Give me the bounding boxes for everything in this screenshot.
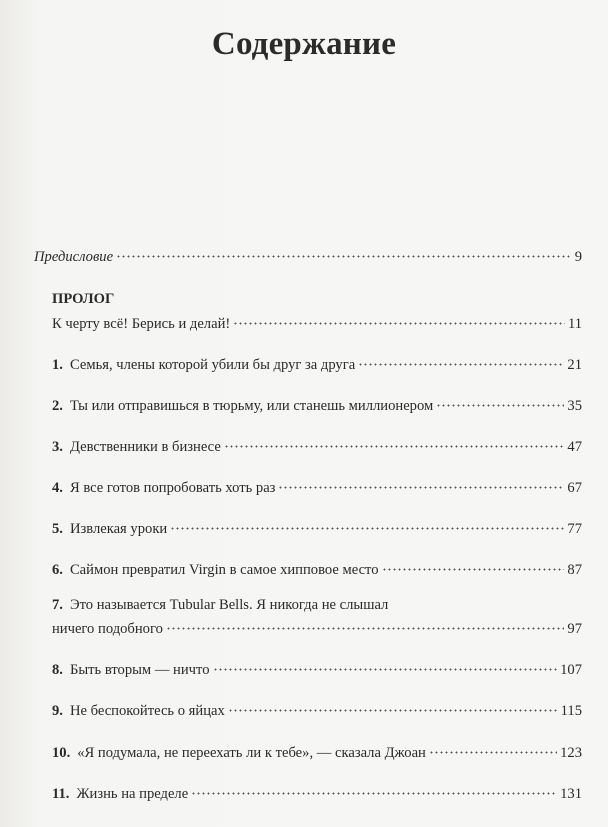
toc-entry-page: 131 bbox=[560, 786, 582, 802]
dot-leader bbox=[224, 431, 565, 451]
toc-entry-title-continued: ничего подобного bbox=[52, 621, 163, 637]
toc-entry-chapter-3 bbox=[52, 431, 582, 455]
toc-entry-chapter-2 bbox=[52, 390, 582, 414]
toc-entry-page: 67 bbox=[567, 480, 582, 496]
toc-entry-chapter-7-line-1 bbox=[52, 595, 582, 615]
dot-leader bbox=[213, 654, 558, 674]
page-title: Содержание bbox=[211, 26, 397, 62]
toc-entry-page: 47 bbox=[567, 439, 582, 455]
dot-leader bbox=[233, 308, 565, 328]
dot-leader bbox=[382, 554, 565, 574]
toc-entry-prologue bbox=[52, 308, 582, 332]
chapter-number: 11. bbox=[52, 786, 70, 802]
chapter-number: 4. bbox=[52, 480, 63, 496]
dot-leader bbox=[166, 613, 565, 633]
dot-leader bbox=[358, 349, 564, 369]
dot-leader bbox=[228, 695, 558, 715]
toc-entry-title: Это называется Tubular Bells. Я никогда не слышал bbox=[69, 597, 389, 613]
toc-entry-chapter-9 bbox=[52, 695, 582, 719]
toc-entry-title: Саймон превратил Virgin в самое хипповое место bbox=[69, 562, 379, 578]
prologue-label: ПРОЛОГ bbox=[52, 291, 115, 307]
toc-entry-page: 97 bbox=[567, 621, 582, 637]
dot-leader bbox=[436, 390, 564, 410]
dot-leader bbox=[429, 737, 557, 757]
dot-leader bbox=[191, 778, 557, 798]
toc-entry-page: 87 bbox=[567, 562, 582, 578]
chapter-number: 9. bbox=[52, 703, 63, 719]
toc-entry-chapter-4 bbox=[52, 472, 582, 496]
toc-entry-title: К черту всё! Берись и делай! bbox=[52, 316, 231, 332]
toc-entry-page: 107 bbox=[560, 662, 582, 678]
chapter-number: 3. bbox=[52, 439, 63, 455]
toc-entry-page: 115 bbox=[560, 703, 582, 719]
toc-entry-page: 35 bbox=[567, 398, 582, 414]
toc-entry-chapter-7-line-2 bbox=[52, 613, 582, 637]
toc-entry-chapter-5 bbox=[52, 513, 582, 537]
toc-entry-page: 21 bbox=[567, 357, 582, 373]
chapter-number: 5. bbox=[52, 521, 63, 537]
toc-entry-page: 123 bbox=[560, 745, 582, 761]
toc-entry-page: 11 bbox=[567, 316, 582, 332]
toc-entry-page: 77 bbox=[567, 521, 582, 537]
toc-entry-title: Не беспокойтесь о яйцах bbox=[69, 703, 225, 719]
chapter-number: 1. bbox=[52, 357, 63, 373]
toc-entry-title: Быть вторым — ничто bbox=[69, 662, 210, 678]
chapter-number: 10. bbox=[52, 745, 71, 761]
toc-entry-chapter-8 bbox=[52, 654, 582, 678]
toc-entry-title: Извлекая уроки bbox=[69, 521, 168, 537]
chapter-number: 7. bbox=[52, 597, 63, 613]
toc-entry-title: Ты или отправишься в тюрьму, или станешь миллионером bbox=[69, 398, 434, 414]
toc-entry-chapter-11 bbox=[52, 778, 582, 802]
toc-entry-page: 9 bbox=[574, 249, 582, 265]
toc-entry-title: Предисловие bbox=[34, 249, 114, 265]
toc-entry-title: Семья, члены которой убили бы друг за друга bbox=[69, 357, 356, 373]
toc-entry-title: Я все готов попробовать хоть раз bbox=[69, 480, 276, 496]
toc-entry-title: Девственники в бизнесе bbox=[69, 439, 221, 455]
toc-entry-foreword bbox=[34, 241, 582, 265]
chapter-number: 8. bbox=[52, 662, 63, 678]
dot-leader bbox=[278, 472, 564, 492]
dot-leader bbox=[116, 241, 572, 261]
toc-entry-chapter-10 bbox=[52, 737, 582, 761]
dot-leader bbox=[170, 513, 564, 533]
toc-entry-chapter-6 bbox=[52, 554, 582, 578]
toc-entry-chapter-1 bbox=[52, 349, 582, 373]
toc-entry-title: «Я подумала, не переехать ли к тебе», — сказала Джоан bbox=[77, 745, 426, 761]
chapter-number: 2. bbox=[52, 398, 63, 414]
toc-entry-title: Жизнь на пределе bbox=[76, 786, 189, 802]
chapter-number: 6. bbox=[52, 562, 63, 578]
